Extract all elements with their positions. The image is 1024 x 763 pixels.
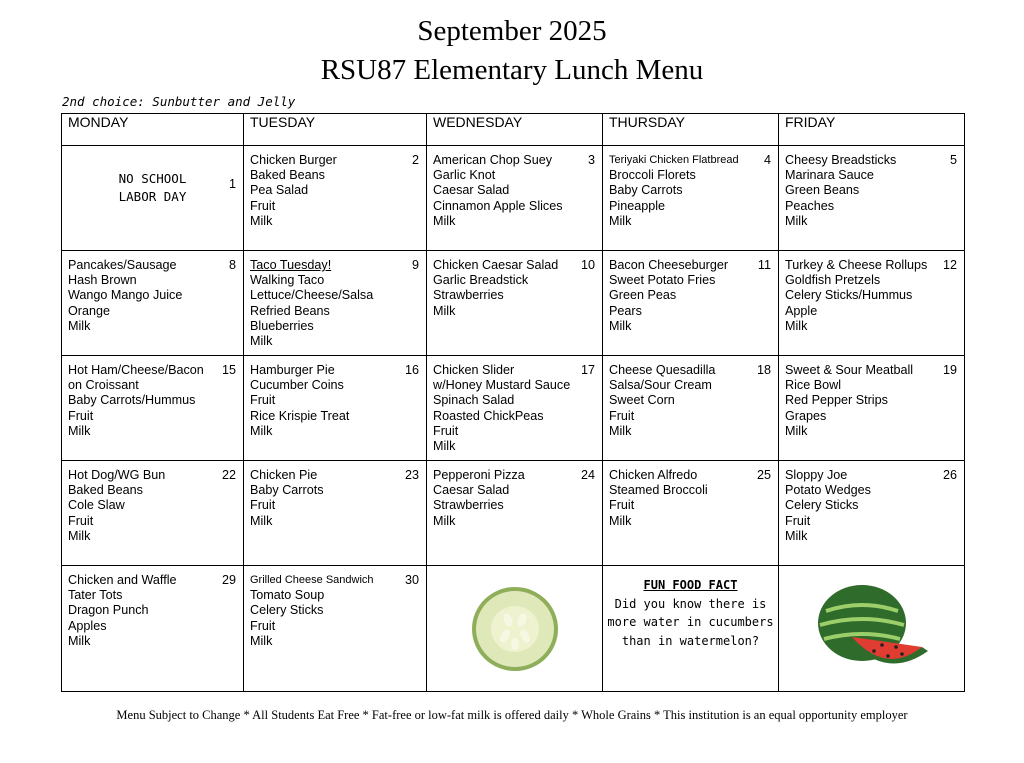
watermelon-icon — [812, 581, 932, 677]
menu-item: w/Honey Mustard Sauce — [433, 378, 571, 393]
menu-item: Dragon Punch — [68, 603, 149, 618]
day-number: 18 — [756, 363, 771, 377]
day-number: 23 — [404, 468, 419, 482]
day-cell-23 — [244, 461, 427, 566]
menu-item: Fruit — [433, 423, 459, 438]
day-cell-25 — [603, 461, 779, 566]
day-cell-19 — [779, 356, 965, 461]
day-number: 8 — [228, 258, 236, 272]
menu-item: Chicken and Waffle — [68, 573, 177, 587]
day-cell-22 — [62, 461, 244, 566]
menu-item: Red Pepper Strips — [785, 393, 888, 408]
menu-item: Fruit — [68, 513, 94, 528]
menu-item: American Chop Suey — [433, 153, 553, 167]
menu-item: Milk — [609, 318, 632, 333]
menu-item: Caesar Salad — [433, 183, 510, 198]
menu-item: Steamed Broccoli — [609, 483, 708, 498]
day-cell-17 — [427, 356, 603, 461]
menu-item: Chicken Caesar Salad — [433, 258, 559, 272]
day-cell-30 — [244, 566, 427, 692]
menu-item: Milk — [433, 303, 456, 318]
day-cell-24 — [427, 461, 603, 566]
menu-item: Milk — [250, 334, 273, 349]
day-number: 2 — [411, 153, 419, 167]
menu-item: Fruit — [68, 408, 94, 423]
menu-item: Milk — [250, 213, 273, 228]
menu-item: Salsa/Sour Cream — [609, 378, 712, 393]
day-cell-10 — [427, 251, 603, 356]
menu-item: Hot Dog/WG Bun — [68, 468, 166, 482]
menu-item: Pea Salad — [250, 183, 309, 198]
fun-fact-cell — [603, 566, 779, 692]
menu-item: Sweet Potato Fries — [609, 273, 716, 288]
day-cell-1 — [62, 146, 244, 251]
menu-item: Cucumber Coins — [250, 378, 344, 393]
menu-item: Taco Tuesday! — [250, 258, 332, 272]
menu-item: Cinnamon Apple Slices — [433, 198, 563, 213]
day-number: 24 — [580, 468, 595, 482]
title-month: September 2025 — [417, 15, 607, 47]
day-number: 15 — [221, 363, 236, 377]
day-number: 22 — [221, 468, 236, 482]
day-number: 9 — [411, 258, 419, 272]
day-header-friday: FRIDAY — [779, 114, 965, 146]
menu-item: Tomato Soup — [250, 588, 325, 603]
menu-item: Milk — [433, 439, 456, 454]
menu-item: Fruit — [250, 618, 276, 633]
menu-item: Baked Beans — [68, 483, 143, 498]
menu-item: Milk — [250, 633, 273, 648]
menu-item: Chicken Pie — [250, 468, 318, 482]
menu-item: Orange — [68, 303, 111, 318]
menu-item: Fruit — [250, 198, 276, 213]
fun-fact-line: more water in cucumbers — [607, 615, 774, 629]
menu-item: Pepperoni Pizza — [433, 468, 525, 482]
menu-item: Milk — [609, 423, 632, 438]
watermelon-cell — [779, 566, 965, 692]
menu-item: Celery Sticks — [250, 603, 324, 618]
menu-item: Strawberries — [433, 288, 504, 303]
menu-item: Hash Brown — [68, 273, 137, 288]
menu-item: Grilled Cheese Sandwich — [250, 574, 374, 586]
title-menu: RSU87 Elementary Lunch Menu — [320, 54, 704, 86]
day-cell-3 — [427, 146, 603, 251]
day-number: 26 — [942, 468, 957, 482]
menu-item: Garlic Knot — [433, 168, 496, 183]
menu-item: Caesar Salad — [433, 483, 510, 498]
menu-item: Milk — [609, 213, 632, 228]
menu-item: Green Beans — [785, 183, 860, 198]
day-number: 5 — [949, 153, 957, 167]
fun-fact-heading: FUN FOOD FACT — [643, 578, 738, 592]
fun-fact-line: than in watermelon? — [621, 633, 760, 648]
menu-item: Spinach Salad — [433, 393, 515, 408]
menu-item: Fruit — [250, 393, 276, 408]
menu-item: Bacon Cheeseburger — [609, 258, 729, 272]
menu-item: Turkey & Cheese Rollups — [785, 258, 928, 272]
menu-item: Pineapple — [609, 198, 666, 213]
day-cell-26 — [779, 461, 965, 566]
menu-item: Milk — [785, 423, 808, 438]
menu-item: Chicken Burger — [250, 153, 337, 167]
menu-item: Teriyaki Chicken Flatbread — [609, 154, 739, 166]
menu-item: Apple — [785, 303, 818, 318]
menu-item: Chicken Slider — [433, 363, 515, 377]
menu-item: Baked Beans — [250, 168, 325, 183]
menu-item: Grapes — [785, 408, 827, 423]
day-number: 1 — [228, 177, 236, 191]
cucumber-slice-icon — [468, 584, 562, 674]
day-number: 3 — [587, 153, 595, 167]
menu-item: Broccoli Florets — [609, 168, 696, 183]
menu-item: Rice Bowl — [785, 378, 841, 393]
menu-item: Goldfish Pretzels — [785, 273, 881, 288]
day-cell-15 — [62, 356, 244, 461]
menu-item: Apples — [68, 618, 107, 633]
menu-item: Milk — [609, 513, 632, 528]
menu-item: Tater Tots — [68, 588, 123, 603]
menu-item: Walking Taco — [250, 273, 325, 288]
menu-item: Milk — [68, 318, 91, 333]
menu-item: Hamburger Pie — [250, 363, 335, 377]
day-number: 30 — [404, 573, 419, 587]
lunch-calendar-table — [61, 113, 965, 692]
menu-item: Cole Slaw — [68, 498, 125, 513]
day-cell-9 — [244, 251, 427, 356]
day-cell-8 — [62, 251, 244, 356]
day-cell-2 — [244, 146, 427, 251]
day-number: 29 — [221, 573, 236, 587]
menu-item: Celery Sticks — [785, 498, 859, 513]
fun-fact-line: Did you know there is — [614, 596, 767, 611]
menu-item: Milk — [785, 528, 808, 543]
menu-item: Lettuce/Cheese/Salsa — [250, 288, 374, 303]
menu-item: Milk — [68, 528, 91, 543]
menu-item: Celery Sticks/Hummus — [785, 288, 913, 303]
day-cell-4 — [603, 146, 779, 251]
menu-item: Milk — [250, 423, 273, 438]
menu-item: Pancakes/Sausage — [68, 258, 177, 272]
menu-item: Fruit — [250, 498, 276, 513]
day-cell-12 — [779, 251, 965, 356]
menu-item: Potato Wedges — [785, 483, 871, 498]
second-choice-note: 2nd choice: Sunbutter and Jelly — [62, 94, 296, 109]
menu-item: Baby Carrots — [609, 183, 683, 198]
day-cell-18 — [603, 356, 779, 461]
menu-item: Hot Ham/Cheese/Bacon — [68, 363, 204, 377]
menu-item: Marinara Sauce — [785, 168, 874, 183]
footer-note: Menu Subject to Change * All Students Eat Free * Fat-free or low-fat milk is offered daily * Whole Grains * This institution is an equal opportunity employer — [116, 708, 908, 722]
day-number: 16 — [404, 363, 419, 377]
day-header-thursday: THURSDAY — [603, 114, 779, 146]
day-header-wednesday: WEDNESDAY — [427, 114, 603, 146]
day-number: 4 — [763, 153, 771, 167]
day-number: 25 — [756, 468, 771, 482]
menu-item: Refried Beans — [250, 303, 330, 318]
menu-item: Sloppy Joe — [785, 468, 848, 482]
menu-item: Strawberries — [433, 498, 504, 513]
day-cell-5 — [779, 146, 965, 251]
cucumber-cell — [427, 566, 603, 692]
day-number: 10 — [580, 258, 595, 272]
menu-item: Chicken Alfredo — [609, 468, 698, 482]
day-number: 17 — [580, 363, 595, 377]
menu-item: Wango Mango Juice — [68, 288, 183, 303]
menu-item: Baby Carrots/Hummus — [68, 393, 196, 408]
day-cell-11 — [603, 251, 779, 356]
menu-item: Milk — [785, 213, 808, 228]
no-school-note — [62, 170, 243, 206]
menu-item: Pears — [609, 303, 642, 318]
menu-item: Peaches — [785, 198, 835, 213]
day-header-monday: MONDAY — [62, 114, 244, 146]
day-number: 11 — [757, 258, 771, 272]
menu-item: Cheesy Breadsticks — [785, 153, 897, 167]
menu-item: Fruit — [785, 513, 811, 528]
note-line: LABOR DAY — [118, 189, 187, 204]
menu-item: Milk — [68, 423, 91, 438]
menu-item: Rice Krispie Treat — [250, 408, 350, 423]
menu-item: Baby Carrots — [250, 483, 324, 498]
menu-item: Milk — [785, 318, 808, 333]
menu-item: on Croissant — [68, 378, 139, 393]
menu-item: Roasted ChickPeas — [433, 408, 544, 423]
menu-item: Blueberries — [250, 318, 314, 333]
menu-item: Fruit — [609, 408, 635, 423]
menu-item: Sweet Corn — [609, 393, 675, 408]
day-number: 12 — [942, 258, 957, 272]
day-cell-16 — [244, 356, 427, 461]
menu-item: Milk — [433, 213, 456, 228]
menu-item: Green Peas — [609, 288, 677, 303]
menu-item: Milk — [433, 513, 456, 528]
day-header-tuesday: TUESDAY — [244, 114, 427, 146]
menu-item: Garlic Breadstick — [433, 273, 529, 288]
day-number: 19 — [942, 363, 957, 377]
menu-item: Cheese Quesadilla — [609, 363, 716, 377]
note-line: NO SCHOOL — [118, 171, 187, 186]
menu-item: Milk — [68, 633, 91, 648]
day-cell-29 — [62, 566, 244, 692]
menu-item: Fruit — [609, 498, 635, 513]
menu-item: Sweet & Sour Meatball — [785, 363, 914, 377]
menu-item: Milk — [250, 513, 273, 528]
